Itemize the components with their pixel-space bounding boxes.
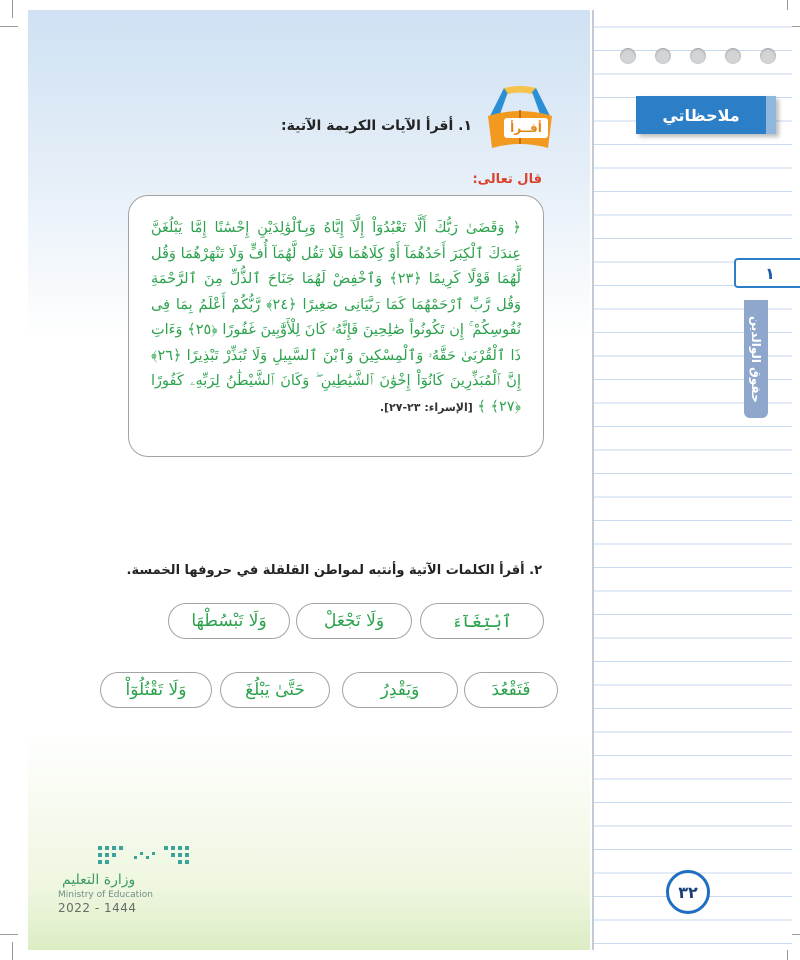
binder-hole (690, 48, 706, 64)
ministry-logo-block (58, 842, 208, 915)
word-pill: ٱبْتِغَآءَ (420, 603, 544, 639)
exercise-1-heading: ١. أقرأ الآيات الكريمة الآتية: (281, 118, 472, 134)
ministry-name-english: Ministry of Education (58, 890, 153, 900)
exercise-2-heading: ٢. أقرأ الكلمات الآتية وأنتبه لمواطن القلقلة في حروفها الخمسة. (126, 563, 542, 578)
crop-mark (0, 934, 18, 935)
binder-hole (760, 48, 776, 64)
open-book-icon (484, 82, 556, 152)
word-pill: فَتَقْعُدَ (464, 672, 558, 708)
word-pill: وَلَا تَجْعَلْ (296, 603, 412, 639)
notes-sidebar (592, 10, 792, 950)
textbook-page (28, 10, 590, 950)
unit-title-tab (744, 300, 768, 418)
ministry-logo-icon (98, 842, 190, 868)
word-pill: وَيَقْدِرُ (342, 672, 458, 708)
verse-reference: [الإسراء: ٢٣-٢٧]. (379, 400, 473, 414)
crop-mark (12, 942, 13, 960)
unit-title: حقوق الوالدين (749, 315, 763, 403)
notes-title: ملاحظاتي (636, 96, 776, 134)
quran-verse-box (128, 195, 544, 457)
quran-verse-text: ﴿ وَقَضَىٰ رَبُّكَ أَلَّا تَعْبُدُوٓاْ إِلَّآ إِيَّاهُ وَبِٱلْوَٰلِدَيْنِ إِحْسَٰنًا إِمَّا يَبْلُغَنَّ عِندَكَ ٱلْكِبَرَ أَحَدُهُمَآ أَوْ كِلَاهُمَا فَلَا تَقُل لَّهُمَآ أُفٍّ وَلَا تَنْهَرْهُمَا وَقُل لَّهُمَا قَوْلًا كَرِيمًا ﴿٢٣﴾ وَٱخْفِضْ لَهُمَا جَنَاحَ ٱلذُّلِّ مِنَ ٱلرَّحْمَةِ وَقُل رَّبِّ ٱرْحَمْهُمَا كَمَا رَبَّيَانِى صَغِيرًا ﴿٢٤﴾ رَّبُّكُمْ أَعْلَمُ بِمَا فِى نُفُوسِكُمْ ۚ إِن تَكُونُواْ صَٰلِحِينَ فَإِنَّهُۥ كَانَ لِلْأَوَّٰبِينَ غَفُورًا ﴿٢٥﴾ وَءَاتِ ذَا ٱلْقُرْبَىٰ حَقَّهُۥ وَٱلْمِسْكِينَ وَٱبْنَ ٱلسَّبِيلِ وَلَا تُبَذِّرْ تَبْذِيرًا ﴿٢٦﴾ إِنَّ ٱلْمُبَذِّرِينَ كَانُوٓاْ إِخْوَٰنَ ٱلشَّيَٰطِينِ ۖ وَكَانَ ٱلشَّيْطَٰنُ لِرَبِّهِۦ كَفُورًا ﴿٢٧﴾ ﴾ (151, 220, 521, 415)
word-pill: حَتَّىٰ يَبْلُغَ (220, 672, 330, 708)
edition-year: 2022 - 1444 (58, 901, 137, 915)
crop-mark (12, 0, 13, 18)
binder-hole (655, 48, 671, 64)
binder-hole (620, 48, 636, 64)
crop-mark (0, 26, 18, 27)
binder-hole (725, 48, 741, 64)
page-number: ٣٢ (666, 870, 710, 914)
word-pill: وَلَا تَقْتُلُوٓاْ (100, 672, 212, 708)
verse-intro: قال تعالى: (472, 172, 542, 187)
ministry-name-arabic: وزارة التعليم (62, 872, 136, 888)
word-pill: وَلَا تَبْسُطْهَا (168, 603, 290, 639)
unit-number: ١ (734, 258, 800, 288)
read-icon-label: أقــرأ (504, 118, 548, 138)
binder-holes (620, 48, 776, 64)
